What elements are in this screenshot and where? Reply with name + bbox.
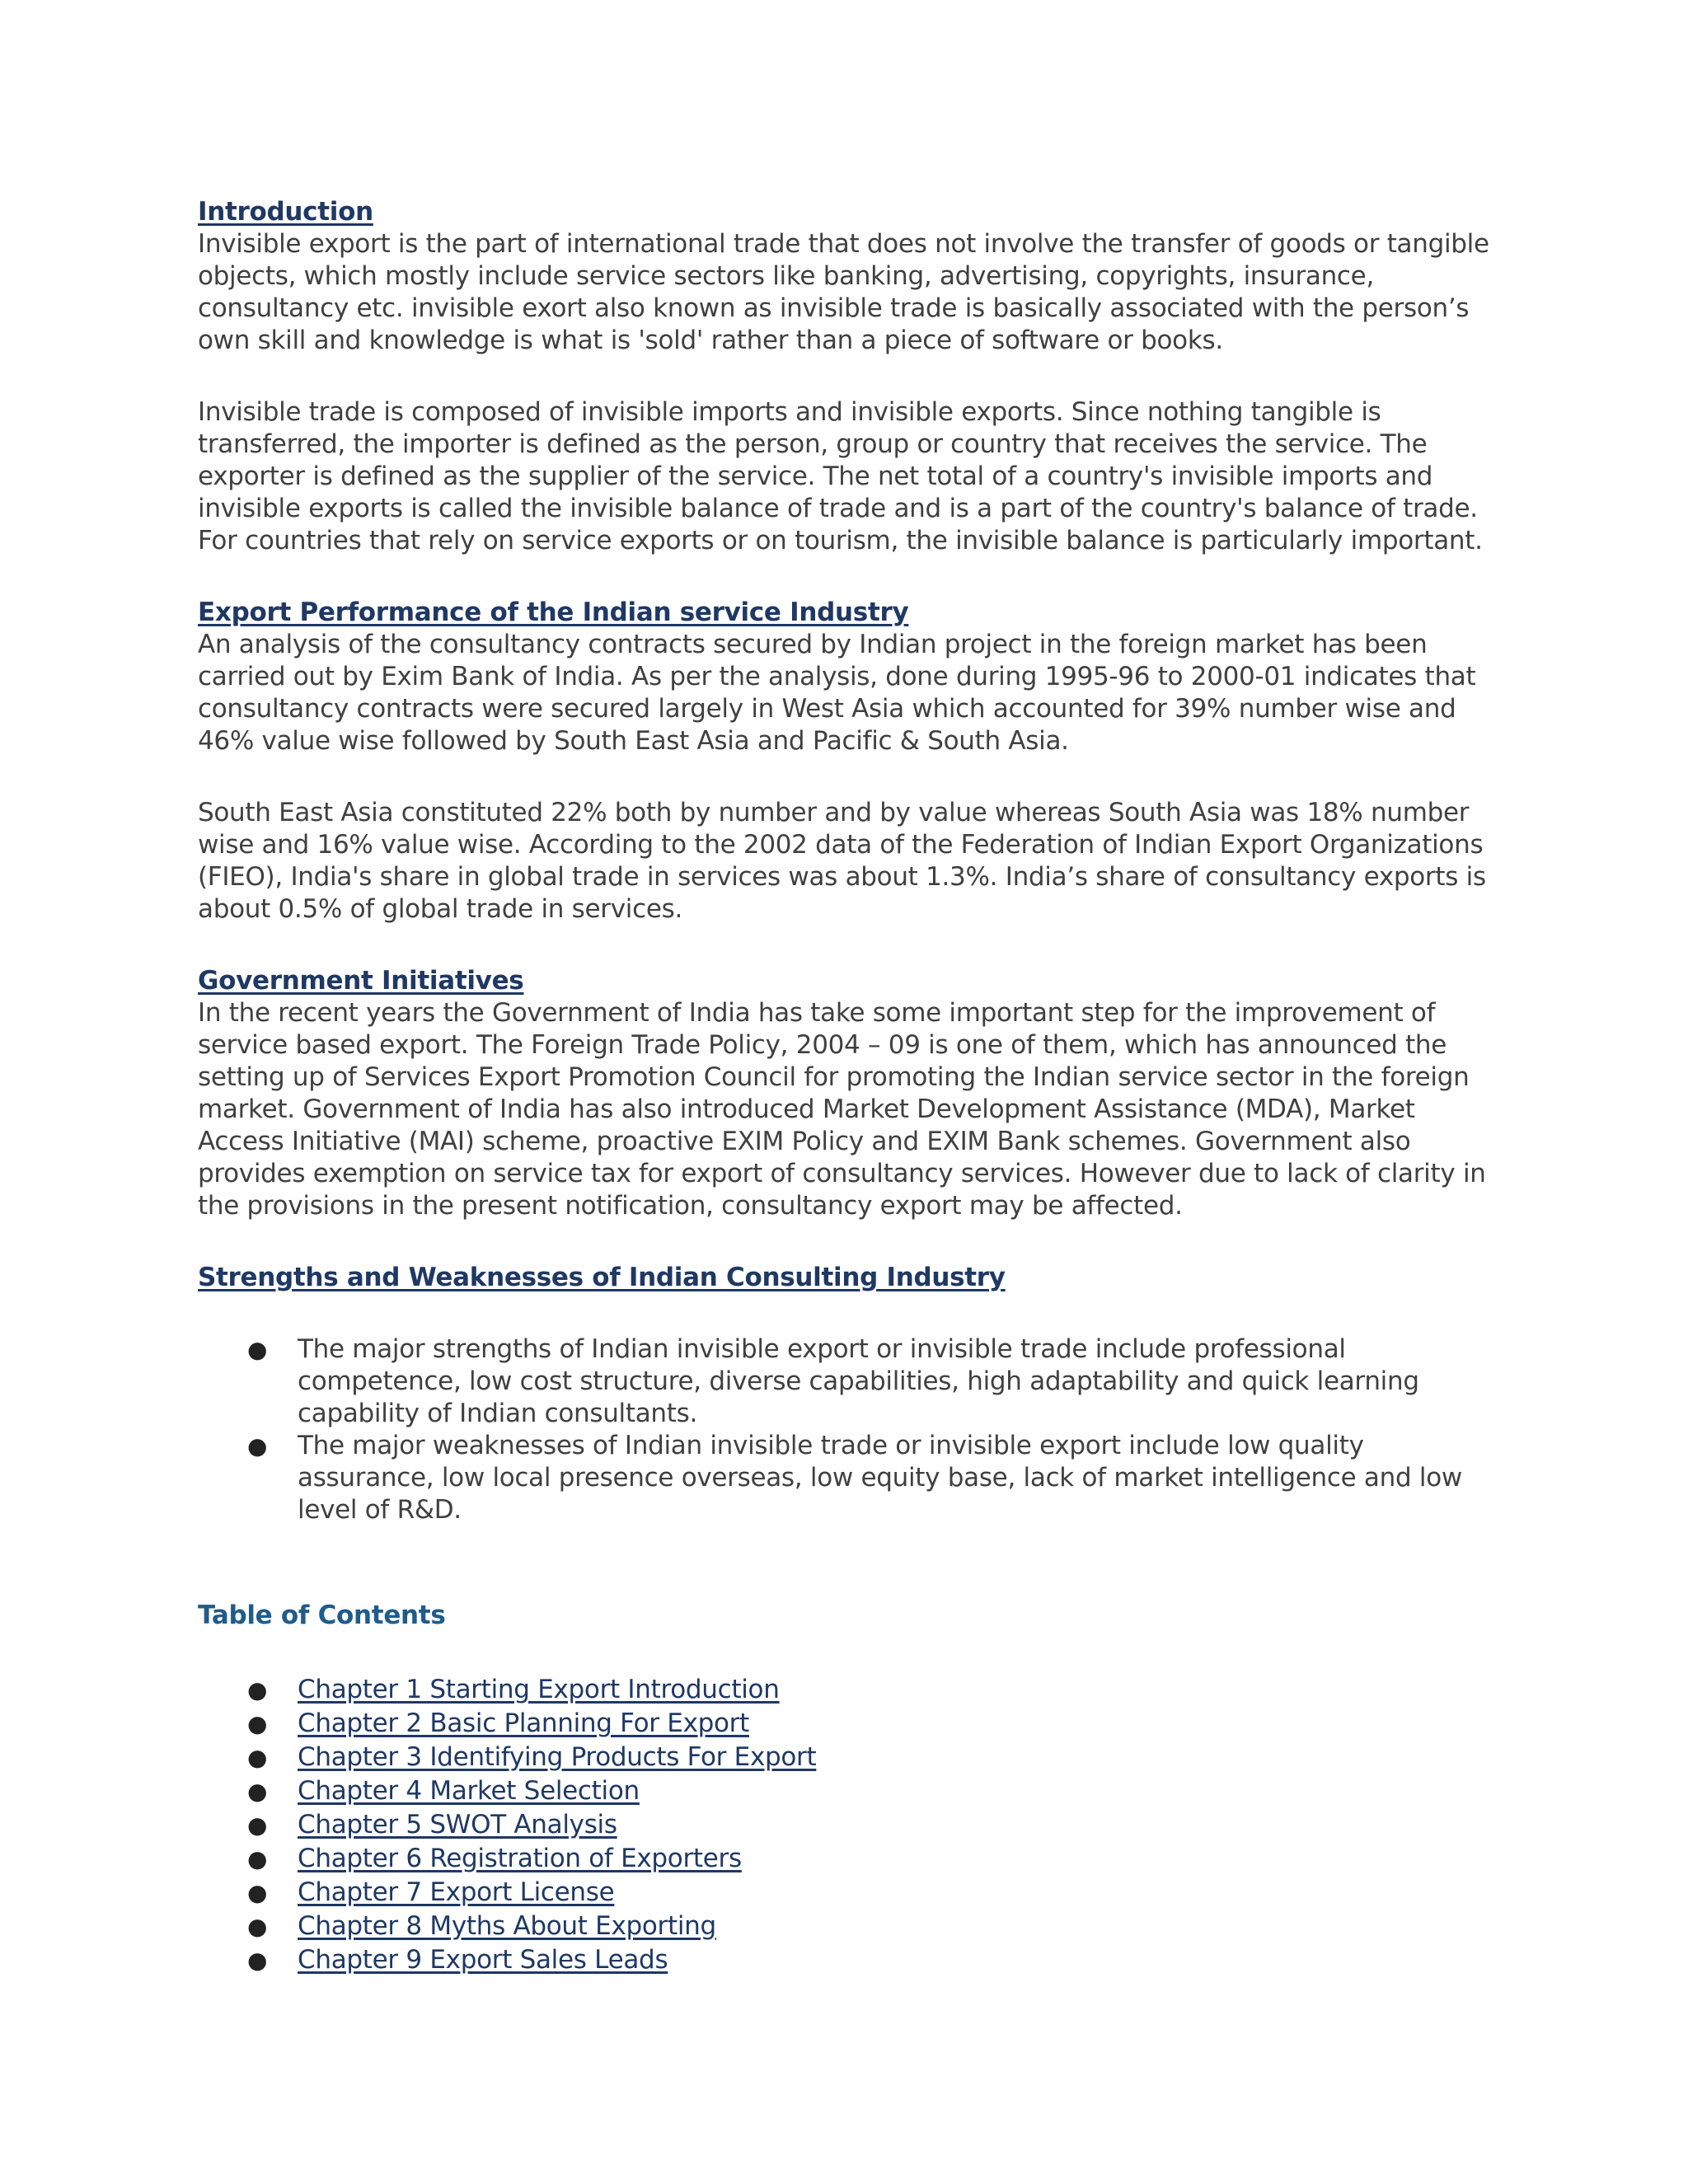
toc-link-chapter-9[interactable]: Chapter 9 Export Sales Leads — [298, 1945, 668, 1975]
bullet-icon: ● — [247, 1947, 268, 1974]
intro-paragraph-1: Invisible export is the part of international trade that does not involve the transfer of goods or tangible objects, which mostly include service sectors like banking, advertising, copyrights, insurance, consultancy etc. invisible exort also known as invisible trade is basically associated with the person’s own skill and knowledge is what is 'sold' rather than a piece of software or books. — [198, 229, 1489, 355]
toc-item — [198, 1741, 1500, 1774]
bullet-icon: ● — [247, 1811, 268, 1839]
government-paragraph-1: In the recent years the Government of India has take some important step for the improvement of service based export. The Foreign Trade Policy, 2004 – 09 is one of them, which has announced the setting up of Services Export Promotion Council for promoting the Indian service sector in the foreign market. Government of India has also introduced Market Development Assistance (MDA), Market Access Initiative (MAI) scheme, proactive EXIM Policy and EXIM Bank schemes. Government also provides exemption on service tax for export of consultancy services. However due to lack of clarity in the provisions in the present notification, consultancy export may be affected. — [198, 998, 1486, 1221]
intro-paragraph-2: Invisible trade is composed of invisible imports and invisible exports. Since nothing tangible is transferred, the importer is defined as the person, group or country that receives the service. The exporter is defined as the supplier of the service. The net total of a country's invisible imports and invisible exports is called the invisible balance of trade and is a part of the country's balance of trade. For countries that rely on service exports or on tourism, the invisible balance is particularly important. — [198, 397, 1483, 555]
document-page — [198, 196, 1500, 1977]
paragraph-spacer — [198, 926, 1500, 965]
list-item — [198, 1333, 1500, 1430]
bullet-icon: ● — [247, 1432, 268, 1460]
toc-item — [198, 1707, 1500, 1741]
bullet-icon: ● — [247, 1710, 268, 1737]
toc-item — [198, 1943, 1500, 1977]
toc-item — [198, 1842, 1500, 1876]
toc-item — [198, 1673, 1500, 1707]
toc-link-chapter-1[interactable]: Chapter 1 Starting Export Introduction — [298, 1675, 780, 1704]
bullet-icon: ● — [247, 1676, 268, 1704]
toc-link-chapter-4[interactable]: Chapter 4 Market Selection — [298, 1776, 640, 1806]
toc-title: Table of Contents — [198, 1601, 446, 1630]
bullet-icon: ● — [247, 1845, 268, 1872]
toc-item — [198, 1876, 1500, 1910]
heading-introduction[interactable]: Introduction — [198, 197, 373, 227]
bullet-icon: ● — [247, 1879, 268, 1906]
toc-item — [198, 1808, 1500, 1842]
paragraph-spacer — [198, 357, 1500, 396]
heading-government-initiatives[interactable]: Government Initiatives — [198, 966, 524, 996]
toc-item — [198, 1910, 1500, 1943]
list-item — [198, 1430, 1500, 1526]
heading-export-performance[interactable]: Export Performance of the Indian service Industry — [198, 598, 909, 627]
strengths-list — [198, 1333, 1500, 1526]
toc-link-chapter-6[interactable]: Chapter 6 Registration of Exporters — [298, 1844, 742, 1873]
list-item-text: The major strengths of Indian invisible export or invisible trade include professional competence, low cost structure, diverse capabilities, high adaptability and quick learning capability of Indian consultants. — [298, 1334, 1419, 1428]
bullet-icon: ● — [247, 1778, 268, 1805]
paragraph-spacer — [198, 1632, 1500, 1673]
bullet-icon: ● — [247, 1336, 268, 1363]
toc-link-chapter-5[interactable]: Chapter 5 SWOT Analysis — [298, 1810, 617, 1840]
paragraph-spacer — [198, 1222, 1500, 1262]
heading-strengths-weaknesses[interactable]: Strengths and Weaknesses of Indian Consulting Industry — [198, 1263, 1006, 1292]
paragraph-spacer — [198, 757, 1500, 797]
toc-link-chapter-8[interactable]: Chapter 8 Myths About Exporting — [298, 1911, 716, 1941]
toc-item — [198, 1774, 1500, 1808]
toc-link-chapter-3[interactable]: Chapter 3 Identifying Products For Export — [298, 1742, 817, 1772]
paragraph-spacer — [198, 557, 1500, 597]
section-spacer — [198, 1526, 1500, 1600]
toc-list — [198, 1673, 1500, 1977]
paragraph-spacer — [198, 1294, 1500, 1333]
export-performance-paragraph-1: An analysis of the consultancy contracts secured by Indian project in the foreign market has been carried out by Exim Bank of India. As per the analysis, done during 1995-96 to 2000-01 indicates that consultancy contracts were secured largely in West Asia which accounted for 39% number wise and 46% value wise followed by South East Asia and Pacific & South Asia. — [198, 630, 1476, 756]
toc-link-chapter-7[interactable]: Chapter 7 Export License — [298, 1877, 615, 1907]
list-item-text: The major weaknesses of Indian invisible trade or invisible export include low quality assurance, low local presence overseas, low equity base, lack of market intelligence and low level of R&D. — [298, 1431, 1462, 1525]
bullet-icon: ● — [247, 1913, 268, 1940]
bullet-icon: ● — [247, 1744, 268, 1771]
toc-link-chapter-2[interactable]: Chapter 2 Basic Planning For Export — [298, 1708, 749, 1738]
export-performance-paragraph-2: South East Asia constituted 22% both by number and by value whereas South Asia was 18% number wise and 16% value wise. According to the 2002 data of the Federation of Indian Export Organizations (FIEO), India's share in global trade in services was about 1.3%. India’s share of consultancy exports is about 0.5% of global trade in services. — [198, 798, 1486, 924]
